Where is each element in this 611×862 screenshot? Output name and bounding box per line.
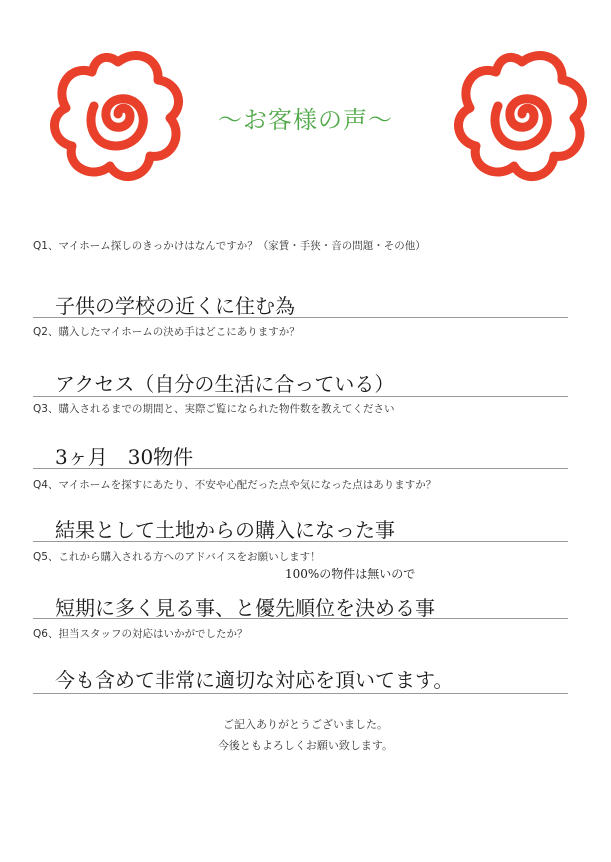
answer-line xyxy=(33,618,568,619)
answer-5: 短期に多く見る事、と優先順位を決める事 xyxy=(55,596,435,620)
answer-6: 今も含めて非常に適切な対応を頂いてます。 xyxy=(55,668,454,692)
question-5: Q5、これから購入される方へのアドバイスをお願いします！ xyxy=(33,551,321,563)
answer-line xyxy=(33,396,568,397)
question-6: Q6、担当スタッフの対応はいかがでしたか？ xyxy=(33,628,248,640)
answer-4: 結果として土地からの購入になった事 xyxy=(55,518,395,542)
answer-5-note: 100%の物件は無いので xyxy=(285,567,416,581)
closing-line-1: ご記入ありがとうございました。 xyxy=(223,718,388,731)
page-title: ～お客様の声～ xyxy=(218,106,393,134)
question-3: Q3、購入されるまでの期間と、実際ご覧になられた物件数を教えてください xyxy=(33,403,395,415)
closing-line-2: 今後ともよろしくお願い致します。 xyxy=(217,739,394,752)
answer-1: 子供の学校の近くに住む為 xyxy=(55,294,295,318)
answer-line xyxy=(33,693,568,694)
question-1: Q1、マイホーム探しのきっかけはなんですか？（家賃・手狭・音の問題・その他） xyxy=(33,240,426,252)
question-2: Q2、購入したマイホームの決め手はどこにありますか？ xyxy=(33,326,300,338)
answer-line xyxy=(33,317,568,318)
answer-line xyxy=(33,468,568,469)
answer-line xyxy=(33,541,568,542)
answer-2: アクセス（自分の生活に合っている） xyxy=(55,372,395,396)
answer-3: 3ヶ月 30物件 xyxy=(55,445,194,469)
question-4: Q4、マイホームを探すにあたり、不安や心配だった点や気になった点はありますか？ xyxy=(33,479,437,491)
